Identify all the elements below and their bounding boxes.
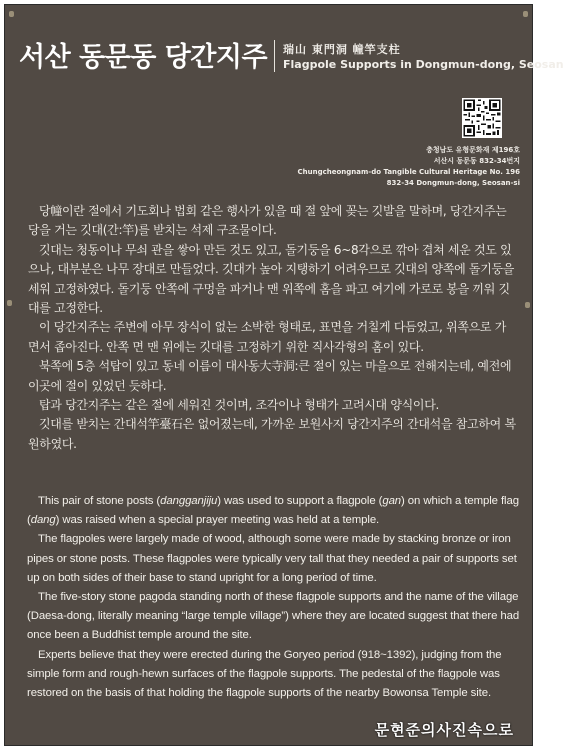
heritage-address-ko: 서산시 동문동 832-34번지 (433, 157, 520, 165)
english-paragraph: The five-story stone pagoda standing north of these flagpole supports and the name of the village (Daesa-dong, literally meaning “large temple village”) where they are located suggest that there had once been a Buddhist temple around the site. (27, 591, 520, 642)
english-description (27, 492, 521, 703)
bolt-top-right (523, 11, 528, 17)
korean-description (28, 202, 516, 454)
korean-paragraph: 이 당간지주는 주변에 아무 장식이 없는 소박한 형태로, 표면을 거칠게 다듬었고, 위쪽으로 가면서 좁아진다. 안쪽 면 맨 위에는 깃대를 고정하기 위한 직사각형의 홈이 있다. (28, 320, 507, 354)
term-dangganjiju: dangganjiju (160, 495, 218, 507)
title-hanja: 瑞山 東門洞 幢竿支柱 (283, 43, 401, 56)
heritage-designation-en: Chungcheongnam-do Tangible Cultural Heritage No. 196 (297, 168, 520, 176)
bolt-mid-right (525, 302, 530, 308)
korean-paragraph: 당幢이란 절에서 기도회나 법회 같은 행사가 있을 때 절 앞에 꽂는 깃발을 말하며, 당간지주는 당을 거는 깃대(간:竿)를 받치는 석제 구조물이다. (28, 204, 507, 238)
english-paragraph: This pair of stone posts (dangganjiju) was used to support a flagpole (gan) on which a temple flag (dang) was raised when a special prayer meeting was held at a temple. (27, 495, 519, 527)
english-paragraph: Experts believe that they were erected during the Goryeo period (918~1392), judging from the simple form and rough-hewn surfaces of the flagpole supports. The pedestal of the flagpole was restored on the basis of that holding the flagpole supports of the nearby Bowonsa Temple site. (27, 648, 502, 700)
title-korean: 서산 동문동 당간지주 (19, 42, 268, 73)
korean-paragraph: 북쪽에 5층 석탑이 있고 동네 이름이 대사동大寺洞:큰 절이 있는 마을으로 전해지는데, 예전에 이곳에 절이 있었던 듯하다. (28, 359, 512, 393)
korean-paragraph: 깃대를 받치는 간대석竿臺石은 없어졌는데, 가까운 보원사지 당간지주의 간대석을 참고하여 복원하였다. (28, 417, 516, 451)
korean-paragraph: 탑과 당간지주는 같은 절에 세워진 것이며, 조각이나 형태가 고려시대 양식이다. (39, 398, 440, 413)
bolt-mid-left (7, 300, 12, 306)
bolt-top-left (9, 11, 14, 17)
heritage-address-en: 832-34 Dongmun-dong, Seosan-si (386, 179, 520, 187)
term-gan: gan (382, 495, 402, 507)
title-english: Flagpole Supports in Dongmun-dong, Seosan (283, 58, 564, 71)
qr-code-icon[interactable] (462, 98, 502, 138)
term-dang: dang (30, 514, 56, 527)
title-divider (274, 40, 275, 72)
english-paragraph: The flagpoles were largely made of wood, although some were made by stacking bronze or iron pipes or stone posts. These flagpoles were typically very tall that they needed a pair of supports set up on both sides of their base to stand upright for a long period of time. (27, 533, 517, 584)
sign-panel (4, 4, 564, 746)
heritage-info (298, 145, 521, 189)
photographer-watermark: 문현준의사진속으로 (374, 721, 514, 739)
korean-paragraph: 깃대는 청동이나 무쇠 관을 쌓아 만든 것도 있고, 돌기둥을 6~8각으로 깎아 겹쳐 세운 것도 있으나, 대부분은 나무 장대로 만들었다. 깃대가 높아 지탱하기 어려우므로 깃대의 양쪽에 돌기둥을 세워 고정하였다. 돌기둥 안쪽에 구멍을 파거나 맨 위쪽에 홈을 파고 여기에 가로로 봉을 끼워 깃대를 고정한다. (28, 242, 515, 316)
heritage-designation-ko: 충청남도 유형문화재 제196호 (426, 146, 520, 154)
